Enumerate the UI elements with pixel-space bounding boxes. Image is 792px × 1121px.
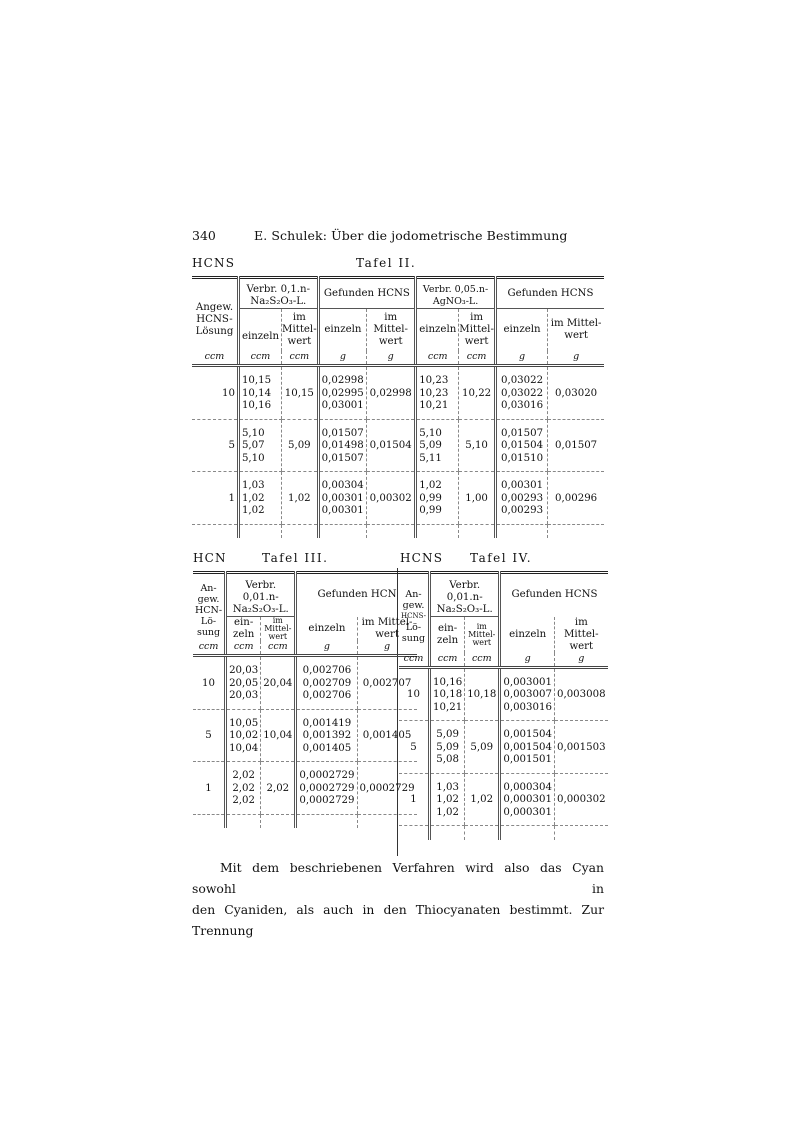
- units-row: ccm ccm ccm g g ccm ccm g g: [192, 351, 604, 366]
- header-im-mittelwert: im Mittel- wert: [261, 617, 296, 642]
- header-im-mittelwert: im Mittel- wert: [357, 617, 417, 642]
- body-paragraph: [192, 857, 604, 941]
- table-row: 1 1,03 1,02 1,02 1,02 0,000304 0,000301 0,000301 0,000302: [399, 773, 608, 826]
- header-im-mittelwert: im Mittel- wert: [282, 309, 319, 352]
- header-verbr-agno3: Verbr. 0,05.n- AgNO₃-L.: [416, 278, 496, 309]
- units-row: ccm ccm ccm g g: [193, 641, 417, 656]
- paragraph-line: den Cyaniden, als auch in den Thiocyanaten bestimmt. Zur Trennung: [192, 902, 604, 938]
- table-row: 10 10,16 10,18 10,21 10,18 0,003001 0,003007 0,003016 0,003008: [399, 667, 608, 721]
- header-verbr: Verbr. 0,01.n- Na₂S₂O₃-L.: [226, 573, 296, 617]
- table-row: 10 20,03 20,05 20,03 20,04 0,002706 0,002709 0,002706 0,002707: [193, 656, 417, 710]
- header-gefunden-hcn: Gefunden HCN: [296, 573, 417, 617]
- header-gefunden-hcns-2: Gefunden HCNS: [495, 278, 604, 309]
- page-number: 340: [192, 228, 216, 243]
- header-im-mittelwert: im Mittel- wert: [367, 309, 416, 352]
- header-verbr-na2s2o3: Verbr. 0,1.n- Na₂S₂O₃-L.: [238, 278, 318, 309]
- header-einzeln: ein- zeln: [430, 617, 465, 653]
- header-einzeln: einzeln: [416, 309, 459, 352]
- table2-compound-label: HCNS: [192, 256, 236, 270]
- header-im-mittelwert: im Mittel- wert: [548, 309, 604, 352]
- paragraph-line: Mit dem beschriebenen Verfahren wird also das Cyan sowohl in: [192, 860, 604, 896]
- header-einzeln: ein- zeln: [226, 617, 261, 642]
- header-gefunden-hcns-1: Gefunden HCNS: [318, 278, 416, 309]
- header-angew: An- gew. HCN- Lö- sung: [195, 583, 223, 638]
- table-row: 1 2,02 2,02 2,02 2,02 0,0002729 0,0002729 0,0002729 0,0002729: [193, 762, 417, 815]
- header-im-mittelwert: im Mittel- wert: [465, 617, 500, 653]
- running-title: E. Schulek: Über die jodometrische Bestimmung: [254, 228, 568, 243]
- table-row: 5 5,10 5,07 5,10 5,09 0,01507 0,01498 0,01507 0,01504 5,10 5,09 5,11 5,10 0,01507 0,01504 0,01510 0,01507: [192, 419, 604, 472]
- table-row: 5 10,05 10,02 10,04 10,04 0,001419 0,001392 0,001405 0,001405: [193, 709, 417, 762]
- header-einzeln: einzeln: [495, 309, 547, 352]
- table2-title: Tafel II.: [356, 256, 417, 270]
- units-row: ccm ccm ccm g g: [399, 653, 608, 668]
- table3-title: Tafel III.: [262, 551, 329, 565]
- table-row: 10 10,15 10,14 10,16 10,15 0,02998 0,02995 0,03001 0,02998 10,23 10,23 10,21 10,22 0,03022 0,03022 0,03016 0,03020: [192, 366, 604, 420]
- header-angew: An- gew. HCNS- Lö- sung: [401, 588, 427, 644]
- header-einzeln: einzeln: [500, 617, 555, 653]
- header-angew: Angew. HCNS- Lösung: [195, 302, 234, 337]
- header-verbr: Verbr. 0,01.n- Na₂S₂O₃-L.: [430, 573, 500, 617]
- header-im-mittelwert: im Mittel- wert: [459, 309, 496, 352]
- header-einzeln: einzeln: [296, 617, 357, 642]
- header-einzeln: einzeln: [318, 309, 367, 352]
- table-row: 1 1,03 1,02 1,02 1,02 0,00304 0,00301 0,00301 0,00302 1,02 0,99 0,99 1,00 0,00301 0,00293 0,00293 0,00296: [192, 472, 604, 525]
- header-im-mittelwert: im Mittel- wert: [554, 617, 607, 653]
- table4-title: Tafel IV.: [470, 551, 533, 565]
- table-tafel-4: [399, 571, 604, 840]
- table-row: 5 5,09 5,09 5,08 5,09 0,001504 0,001504 0,001501 0,001503: [399, 721, 608, 774]
- table4-compound-label: HCNS: [400, 551, 444, 565]
- header-gefunden-hcns: Gefunden HCNS: [500, 573, 608, 617]
- table-tafel-2: [192, 276, 604, 538]
- header-einzeln: einzeln: [238, 309, 281, 352]
- table3-compound-label: HCN: [193, 551, 227, 565]
